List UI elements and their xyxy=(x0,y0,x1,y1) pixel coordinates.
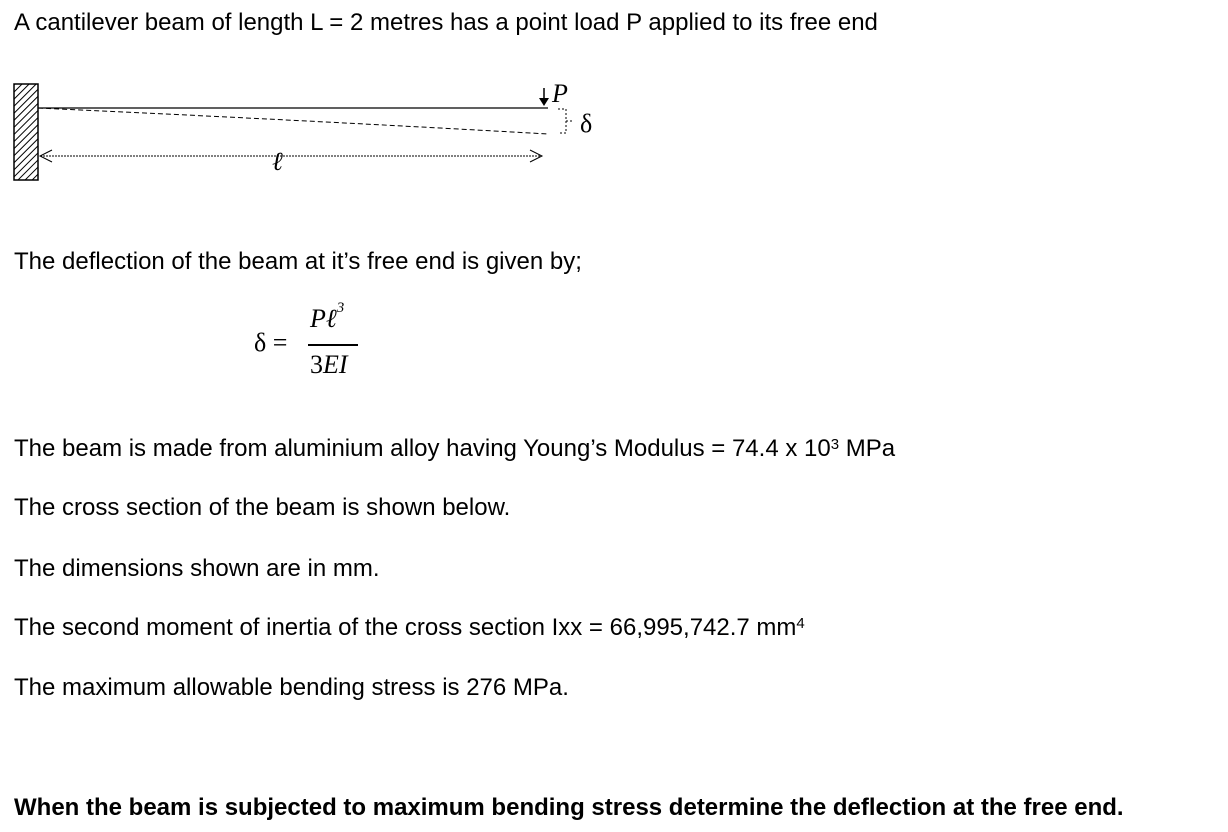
length-label: ℓ xyxy=(272,147,283,176)
formula-denominator: 3EI xyxy=(310,350,348,379)
fraction-bar xyxy=(308,344,358,346)
dimensions-line: The dimensions shown are in mm. xyxy=(14,555,380,582)
deflected-beam-line xyxy=(38,108,548,134)
stress-line: The maximum allowable bending stress is 276 MPa. xyxy=(14,674,569,701)
cantilever-diagram xyxy=(0,70,620,190)
problem-intro: A cantilever beam of length L = 2 metres has a point load P applied to its free end xyxy=(14,9,878,36)
formula-numerator: Pℓ$^3$ xyxy=(310,300,345,333)
deflection-bracket xyxy=(558,109,572,133)
modulus-line: The beam is made from aluminium alloy having Young’s Modulus = 74.4 x $10^3$ MPa xyxy=(14,435,896,462)
cross-section-line: The cross section of the beam is shown below. xyxy=(14,494,511,521)
load-label: P xyxy=(552,79,568,108)
inertia-line: The second moment of inertia of the cross section Ixx = 66,995,742.7 $mm^4$ xyxy=(14,614,805,641)
formula-lhs: δ = xyxy=(254,328,288,357)
question-line: When the beam is subjected to maximum bending stress determine the deflection at the free end. xyxy=(14,794,1124,821)
deflection-formula xyxy=(254,300,374,390)
deflection-label: δ xyxy=(580,109,593,138)
fixed-support-wall xyxy=(14,84,38,180)
formula-lead: The deflection of the beam at it’s free end is given by; xyxy=(14,248,582,275)
